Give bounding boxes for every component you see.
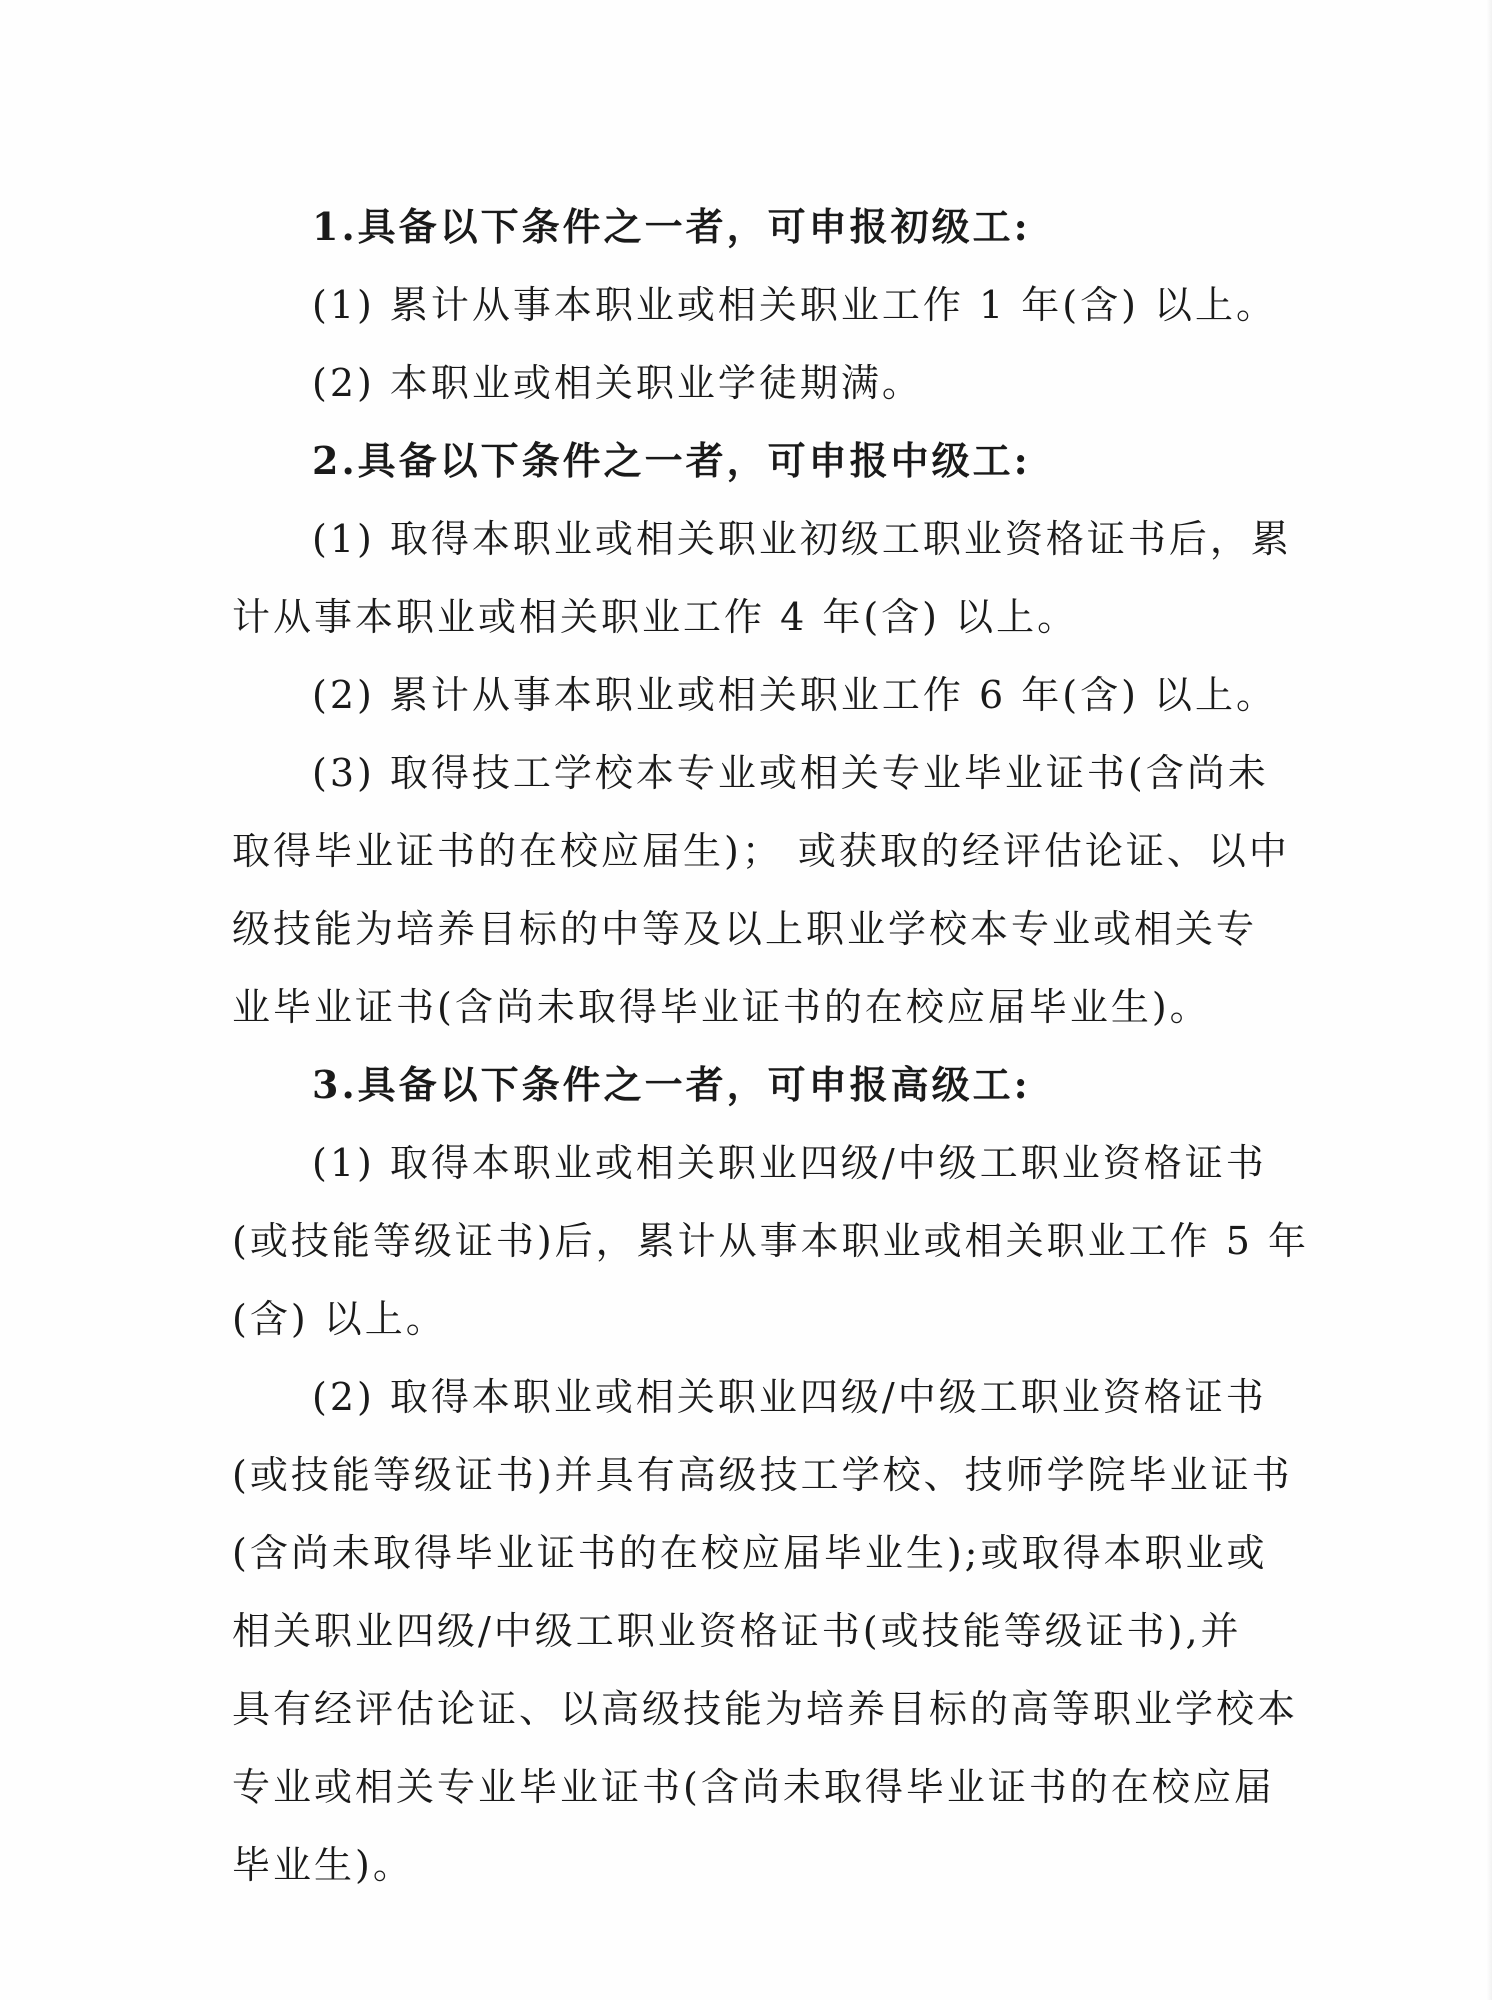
section-2-item-1-line-1: (1) 取得本职业或相关职业初级工职业资格证书后，累: [312, 517, 1292, 561]
document-body: [232, 188, 1309, 1904]
section-2-item-3-line-2: 取得毕业证书的在校应届生)； 或获取的经评估论证、以中: [232, 829, 1290, 873]
section-2-item-2: (2) 累计从事本职业或相关职业工作 6 年(含) 以上。: [312, 673, 1277, 717]
section-3-item-2-line-3: (含尚未取得毕业证书的在校应届毕业生);或取得本职业或: [232, 1531, 1268, 1575]
section-1-item-2: (2) 本职业或相关职业学徒期满。: [312, 361, 923, 405]
section-3-item-1-line-1: (1) 取得本职业或相关职业四级/中级工职业资格证书: [312, 1141, 1267, 1185]
section-3-item-2-line-4: 相关职业四级/中级工职业资格证书(或技能等级证书),并: [232, 1609, 1242, 1653]
section-3-heading: 3.具备以下条件之一者，可申报高级工:: [312, 1062, 1031, 1107]
section-2-item-3-line-3: 级技能为培养目标的中等及以上职业学校本专业或相关专: [232, 907, 1258, 951]
section-1-heading: 1.具备以下条件之一者，可申报初级工:: [312, 204, 1031, 249]
section-2-heading: 2.具备以下条件之一者，可申报中级工:: [312, 438, 1031, 483]
section-2-item-1-line-2: 计从事本职业或相关职业工作 4 年(含) 以上。: [232, 595, 1079, 639]
section-3-item-2-line-6: 专业或相关专业毕业证书(含尚未取得毕业证书的在校应届: [232, 1765, 1275, 1809]
scan-edge-shadow: [1486, 0, 1492, 2000]
section-3-item-1-line-3: (含) 以上。: [232, 1297, 447, 1341]
section-2-item-3-line-4: 业毕业证书(含尚未取得毕业证书的在校应届毕业生)。: [232, 985, 1211, 1029]
section-2-item-3-line-1: (3) 取得技工学校本专业或相关专业毕业证书(含尚未: [312, 751, 1269, 795]
section-3-item-2-line-7: 毕业生)。: [232, 1843, 414, 1887]
section-3-item-1-line-2: (或技能等级证书)后，累计从事本职业或相关职业工作 5 年: [232, 1219, 1309, 1263]
section-3-item-2-line-1: (2) 取得本职业或相关职业四级/中级工职业资格证书: [312, 1375, 1267, 1419]
section-3-item-2-line-5: 具有经评估论证、以高级技能为培养目标的高等职业学校本: [232, 1687, 1299, 1731]
section-3-item-2-line-2: (或技能等级证书)并具有高级技工学校、技师学院毕业证书: [232, 1453, 1293, 1497]
section-1-item-1: (1) 累计从事本职业或相关职业工作 1 年(含) 以上。: [312, 283, 1277, 327]
